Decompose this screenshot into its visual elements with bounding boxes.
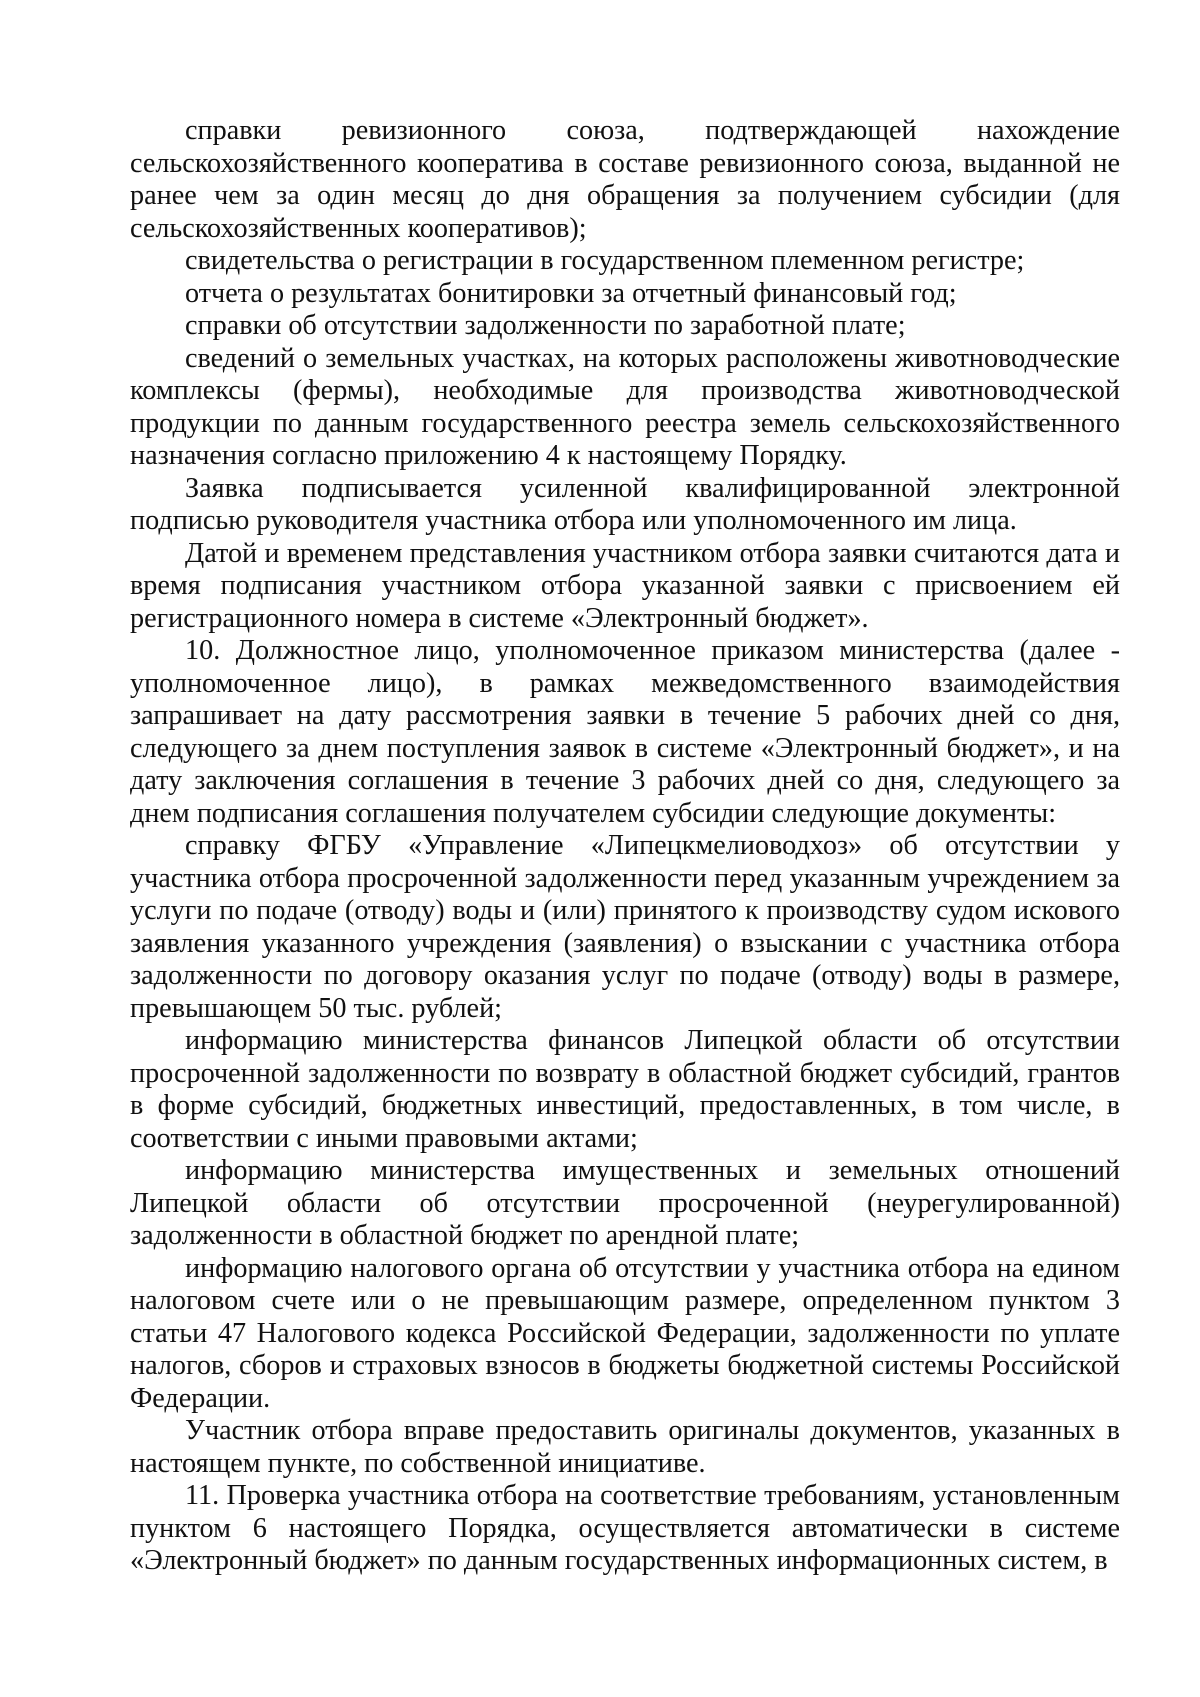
- paragraph-section-10: 10. Должностное лицо, уполномоченное приказом министерства (далее - уполномоченное лицо), в рамках межведомственного взаимодействия запрашивает на дату рассмотрения заявки в течение 5 рабочих дней со дня, следующего за днем поступления заявок в системе «Электронный бюджет», и на дату заключения соглашения в течение 3 рабочих дней со дня, следующего за днем подписания соглашения получателем субсидии следующие документы:: [130, 635, 1120, 829]
- document-page: [130, 115, 1120, 1578]
- paragraph-application-signature: Заявка подписывается усиленной квалифицированной электронной подписью руководителя участника отбора или уполномоченного им лица.: [130, 472, 1120, 536]
- paragraph-bonitation-report: отчета о результатах бонитировки за отчетный финансовый год;: [185, 277, 957, 309]
- paragraph-section-11: 11. Проверка участника отбора на соответствие требованиям, установленным пунктом 6 настоящего Порядка, осуществляется автоматически в системе «Электронный бюджет» по данным государственных информационных систем, в: [130, 1480, 1120, 1576]
- paragraph-breeding-register-certificate: свидетельства о регистрации в государственном племенном регистре;: [185, 245, 1025, 276]
- paragraph-tax-authority-info: информацию налогового органа об отсутствии у участника отбора на едином налоговом счете или о не превышающим размере, определенном пунктом 3 статьи 47 Налогового кодекса Российской Федерации, задолженности по уплате налогов, сборов и страховых взносов в бюджеты бюджетной системы Российской Федерации.: [130, 1252, 1120, 1414]
- paragraph-land-plots-info: сведений о земельных участках, на которых расположены животноводческие комплексы (фермы), необходимые для производства животноводческой продукции по данным государственного реестра земель сельскохозяйственного назначения согласно приложению 4 к настоящему Порядку.: [130, 342, 1120, 471]
- paragraph-original-documents: Участник отбора вправе предоставить оригиналы документов, указанных в настоящем пункте, по собственной инициативе.: [130, 1415, 1120, 1479]
- paragraph-water-debt-certificate: справку ФГБУ «Управление «Липецкмелиоводхоз» об отсутствии у участника отбора просроченной задолженности перед указанным учреждением за услуги по подаче (отводу) воды и (или) принятого к производству судом искового заявления указанного учреждения (заявления) о взыскании с участника отбора задолженности по договору оказания услуг по подаче (отводу) воды в размере, превышающем 50 тыс. рублей;: [130, 830, 1120, 1024]
- paragraph-submission-date: Датой и временем представления участником отбора заявки считаются дата и время подписания участником отбора указанной заявки с присвоением ей регистрационного номера в системе «Электронный бюджет».: [130, 537, 1120, 634]
- paragraph-salary-debt-certificate: справки об отсутствии задолженности по заработной плате;: [185, 310, 906, 341]
- paragraph-finance-ministry-info: информацию министерства финансов Липецкой области об отсутствии просроченной задолженности по возврату в областной бюджет субсидий, грантов в форме субсидий, бюджетных инвестиций, предоставленных, в том числе, в соответствии с иными правовыми актами;: [130, 1025, 1120, 1154]
- paragraph-property-ministry-info: информацию министерства имущественных и земельных отношений Липецкой области об отсутствии просроченной (неурегулированной) задолженности в областной бюджет по арендной плате;: [130, 1155, 1120, 1251]
- paragraph-revision-union-certificate: справки ревизионного союза, подтверждающей нахождение сельскохозяйственного кооператива в составе ревизионного союза, выданной не ранее чем за один месяц до дня обращения за получением субсидии (для сельскохозяйственных кооперативов);: [130, 115, 1120, 244]
